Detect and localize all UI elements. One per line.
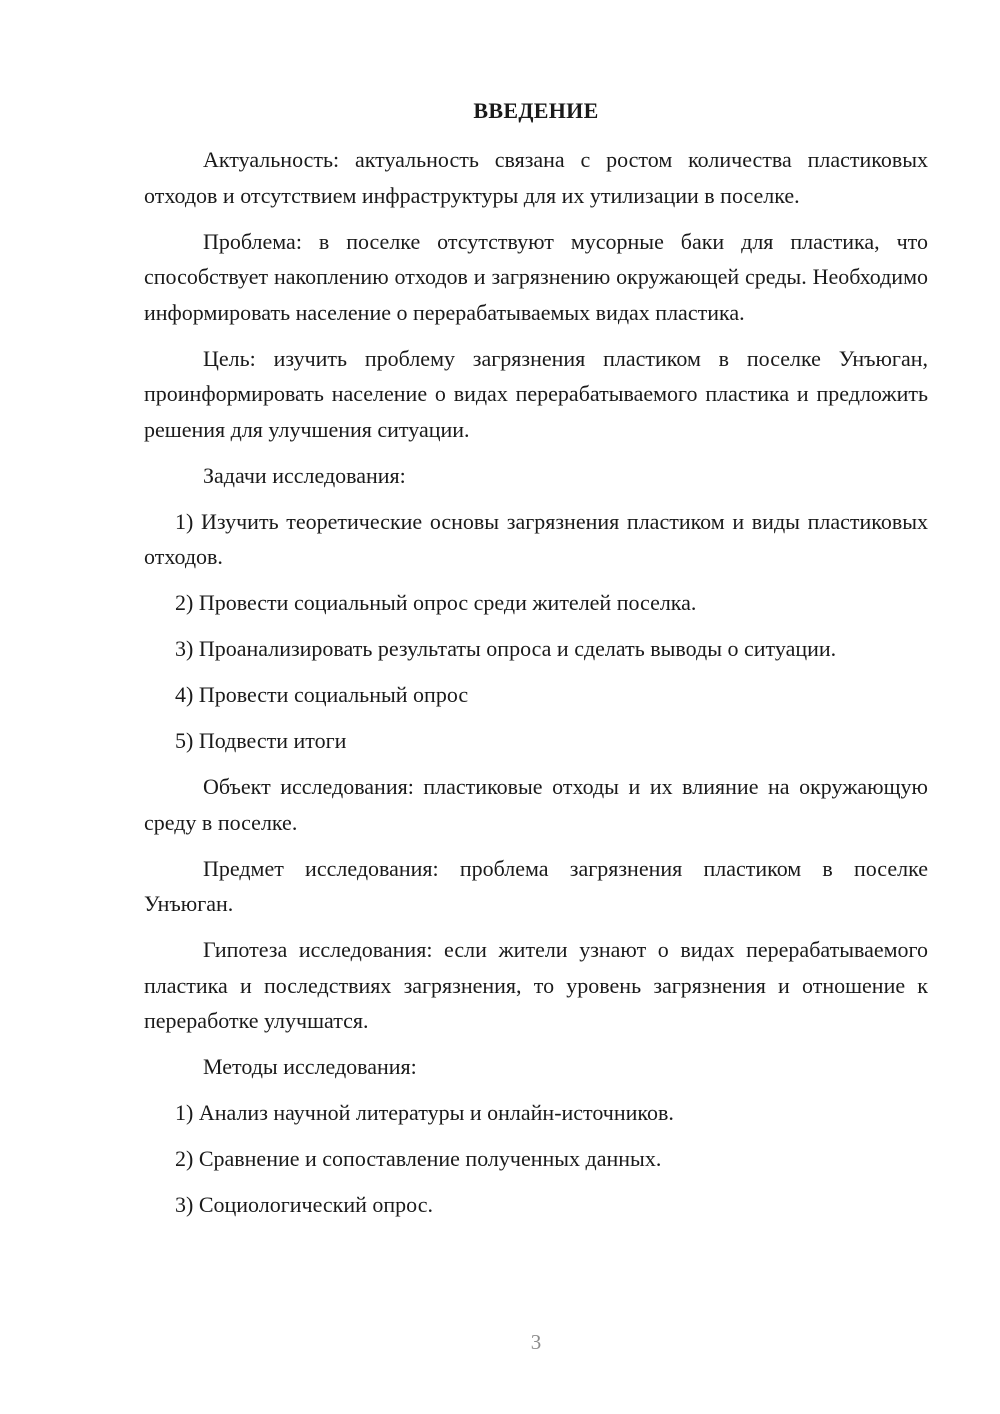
relevance-paragraph: Актуальность: актуальность связана с ростом количества пластиковых отходов и отсутствием инфраструктуры для их утилизации в поселке. <box>144 147 928 208</box>
task-item: 1) Изучить теоретические основы загрязнения пластиком и виды пластиковых отходов. <box>144 508 928 569</box>
method-item: 3) Социологический опрос. <box>175 1192 433 1217</box>
tasks-heading: Задачи исследования: <box>203 462 406 488</box>
problem-paragraph: Проблема: в поселке отсутствуют мусорные баки для пластика, что способствует накоплению отходов и загрязнению окружающей среды. Необходимо информировать население о перерабатываемых видах пластика. <box>144 228 928 325</box>
task-item: 2) Провести социальный опрос среди жителей поселка. <box>175 590 697 615</box>
task-item: 3) Проанализировать результаты опроса и сделать выводы о ситуации. <box>175 636 837 661</box>
page-number: 3 <box>530 1330 542 1354</box>
method-item: 2) Сравнение и сопоставление полученных данных. <box>175 1146 662 1171</box>
task-item: 4) Провести социальный опрос <box>175 682 469 707</box>
page-body <box>144 142 928 1233</box>
hypothesis-paragraph: Гипотеза исследования: если жители узнают о видах перерабатываемого пластика и последствиях загрязнения, то уровень загрязнения и отношение к переработке улучшатся. <box>144 937 928 1033</box>
page-title: ВВЕДЕНИЕ <box>473 98 599 123</box>
method-item: 1) Анализ научной литературы и онлайн-источников. <box>175 1100 674 1125</box>
goal-paragraph: Цель: изучить проблему загрязнения пластиком в поселке Унъюган, проинформировать население о видах перерабатываемого пластика и предложить решения для улучшения ситуации. <box>144 345 928 442</box>
subject-paragraph: Предмет исследования: проблема загрязнения пластиком в поселке Унъюган. <box>144 855 928 916</box>
object-paragraph: Объект исследования: пластиковые отходы и их влияние на окружающую среду в поселке. <box>144 774 928 835</box>
task-item: 5) Подвести итоги <box>175 728 347 753</box>
methods-heading: Методы исследования: <box>203 1054 417 1079</box>
